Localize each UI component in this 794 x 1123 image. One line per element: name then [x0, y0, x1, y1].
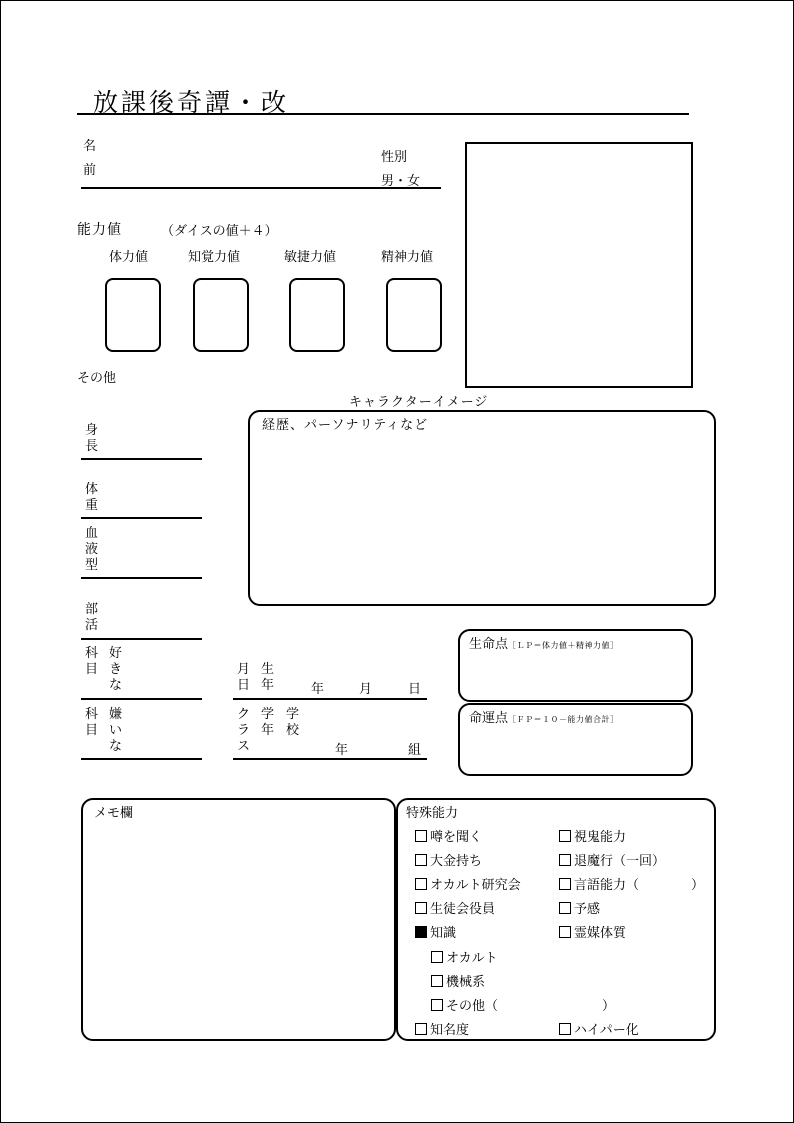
title-underline: [77, 113, 689, 115]
history-label: 経歴、パーソナリティなど: [262, 418, 429, 433]
special-abilities-heading: 特殊能力: [406, 806, 459, 821]
ability-medium[interactable]: 霊媒体質: [559, 922, 626, 941]
height-line: [81, 458, 202, 460]
abilities-heading: 能力値: [77, 222, 122, 238]
ability-ghost-sight[interactable]: 視鬼能力: [559, 826, 626, 845]
stat-label-per: 知覚力値: [188, 250, 241, 265]
other-label: その他: [77, 371, 117, 386]
stat-box-spi[interactable]: [386, 278, 442, 352]
gender-options[interactable]: 男・女: [381, 174, 421, 189]
dislike-subject-label-col2: 嫌いな: [109, 707, 123, 754]
fav-subject-label-col1: 科目: [85, 646, 99, 677]
birthday-line: [233, 698, 427, 700]
ability-exorcism[interactable]: 退魔行（一回）: [559, 850, 665, 869]
blood-line: [81, 577, 202, 579]
checkbox-icon[interactable]: [559, 902, 571, 914]
fav-subject-line: [81, 698, 202, 700]
checkbox-checked-icon[interactable]: [415, 926, 427, 938]
height-label: 身長: [85, 423, 99, 454]
name-underline: [81, 187, 441, 189]
school-label-col3: 学校: [286, 707, 300, 738]
school-label-col2: 学年: [261, 707, 275, 738]
checkbox-icon[interactable]: [559, 1023, 571, 1035]
dislike-subject-label-col1: 科目: [85, 707, 99, 738]
character-image-label: キャラクターイメージ: [349, 395, 489, 410]
ability-fame[interactable]: 知名度: [415, 1019, 469, 1038]
birthday-year: 年: [311, 682, 325, 697]
ability-premonition[interactable]: 予感: [559, 898, 600, 917]
ability-occult-club[interactable]: オカルト研究会: [415, 874, 521, 893]
checkbox-icon[interactable]: [415, 878, 427, 890]
ability-language[interactable]: 言語能力（ ）: [559, 874, 704, 893]
gender-label: 性別: [381, 150, 408, 165]
stat-box-agi[interactable]: [289, 278, 345, 352]
knowledge-occult[interactable]: オカルト: [431, 947, 498, 966]
checkbox-icon[interactable]: [431, 951, 443, 963]
fav-subject-label-col2: 好きな: [109, 646, 123, 693]
birthday-day: 日: [408, 682, 422, 697]
history-box[interactable]: [248, 410, 716, 606]
stat-box-per[interactable]: [193, 278, 249, 352]
school-year: 年: [335, 743, 349, 758]
school-label-col1: クラス: [237, 707, 251, 754]
birthday-label-col2: 生年: [261, 662, 275, 693]
ability-rumor[interactable]: 噂を聞く: [415, 826, 482, 845]
weight-line: [81, 517, 202, 519]
fate-points-label: 命運点［ＦＰ＝１０－能力値合計］: [469, 711, 619, 726]
ability-knowledge[interactable]: 知識: [415, 922, 456, 941]
fate-points-note: ［ＦＰ＝１０－能力値合計］: [508, 715, 619, 724]
school-class: 組: [408, 743, 422, 758]
dislike-subject-line: [81, 758, 202, 760]
club-line: [81, 638, 202, 640]
checkbox-icon[interactable]: [415, 854, 427, 866]
checkbox-icon[interactable]: [415, 1023, 427, 1035]
checkbox-icon[interactable]: [431, 975, 443, 987]
stat-label-str: 体力値: [109, 250, 149, 265]
checkbox-icon[interactable]: [559, 878, 571, 890]
checkbox-icon[interactable]: [431, 999, 443, 1011]
memo-label: メモ欄: [94, 806, 134, 821]
checkbox-icon[interactable]: [559, 830, 571, 842]
ability-rich[interactable]: 大金持ち: [415, 850, 482, 869]
checkbox-icon[interactable]: [415, 830, 427, 842]
ability-student-council[interactable]: 生徒会役員: [415, 898, 495, 917]
life-points-note: ［ＬＰ＝体力値＋精神力値］: [508, 641, 619, 650]
knowledge-mechanical[interactable]: 機械系: [431, 971, 485, 990]
stat-label-agi: 敏捷力値: [284, 250, 337, 265]
birthday-month: 月: [359, 682, 373, 697]
checkbox-icon[interactable]: [559, 854, 571, 866]
abilities-note: （ダイスの値＋４）: [161, 224, 278, 239]
life-points-label: 生命点［ＬＰ＝体力値＋精神力値］: [469, 637, 619, 652]
ability-hyper[interactable]: ハイパー化: [559, 1019, 639, 1038]
name-label: 名前: [83, 139, 97, 178]
checkbox-icon[interactable]: [415, 902, 427, 914]
memo-box[interactable]: [81, 798, 396, 1041]
checkbox-icon[interactable]: [559, 926, 571, 938]
knowledge-other[interactable]: その他（ ）: [431, 995, 615, 1014]
stat-label-spi: 精神力値: [381, 250, 434, 265]
title-main: 放課後奇譚: [93, 88, 234, 117]
title-suffix: ・改: [233, 88, 290, 117]
club-label: 部活: [85, 602, 99, 633]
weight-label: 体重: [85, 482, 99, 513]
blood-label: 血液型: [85, 526, 99, 573]
character-image-box[interactable]: [465, 142, 693, 388]
birthday-label-col1: 月日: [237, 662, 251, 693]
school-line: [233, 758, 427, 760]
stat-box-str[interactable]: [105, 278, 161, 352]
